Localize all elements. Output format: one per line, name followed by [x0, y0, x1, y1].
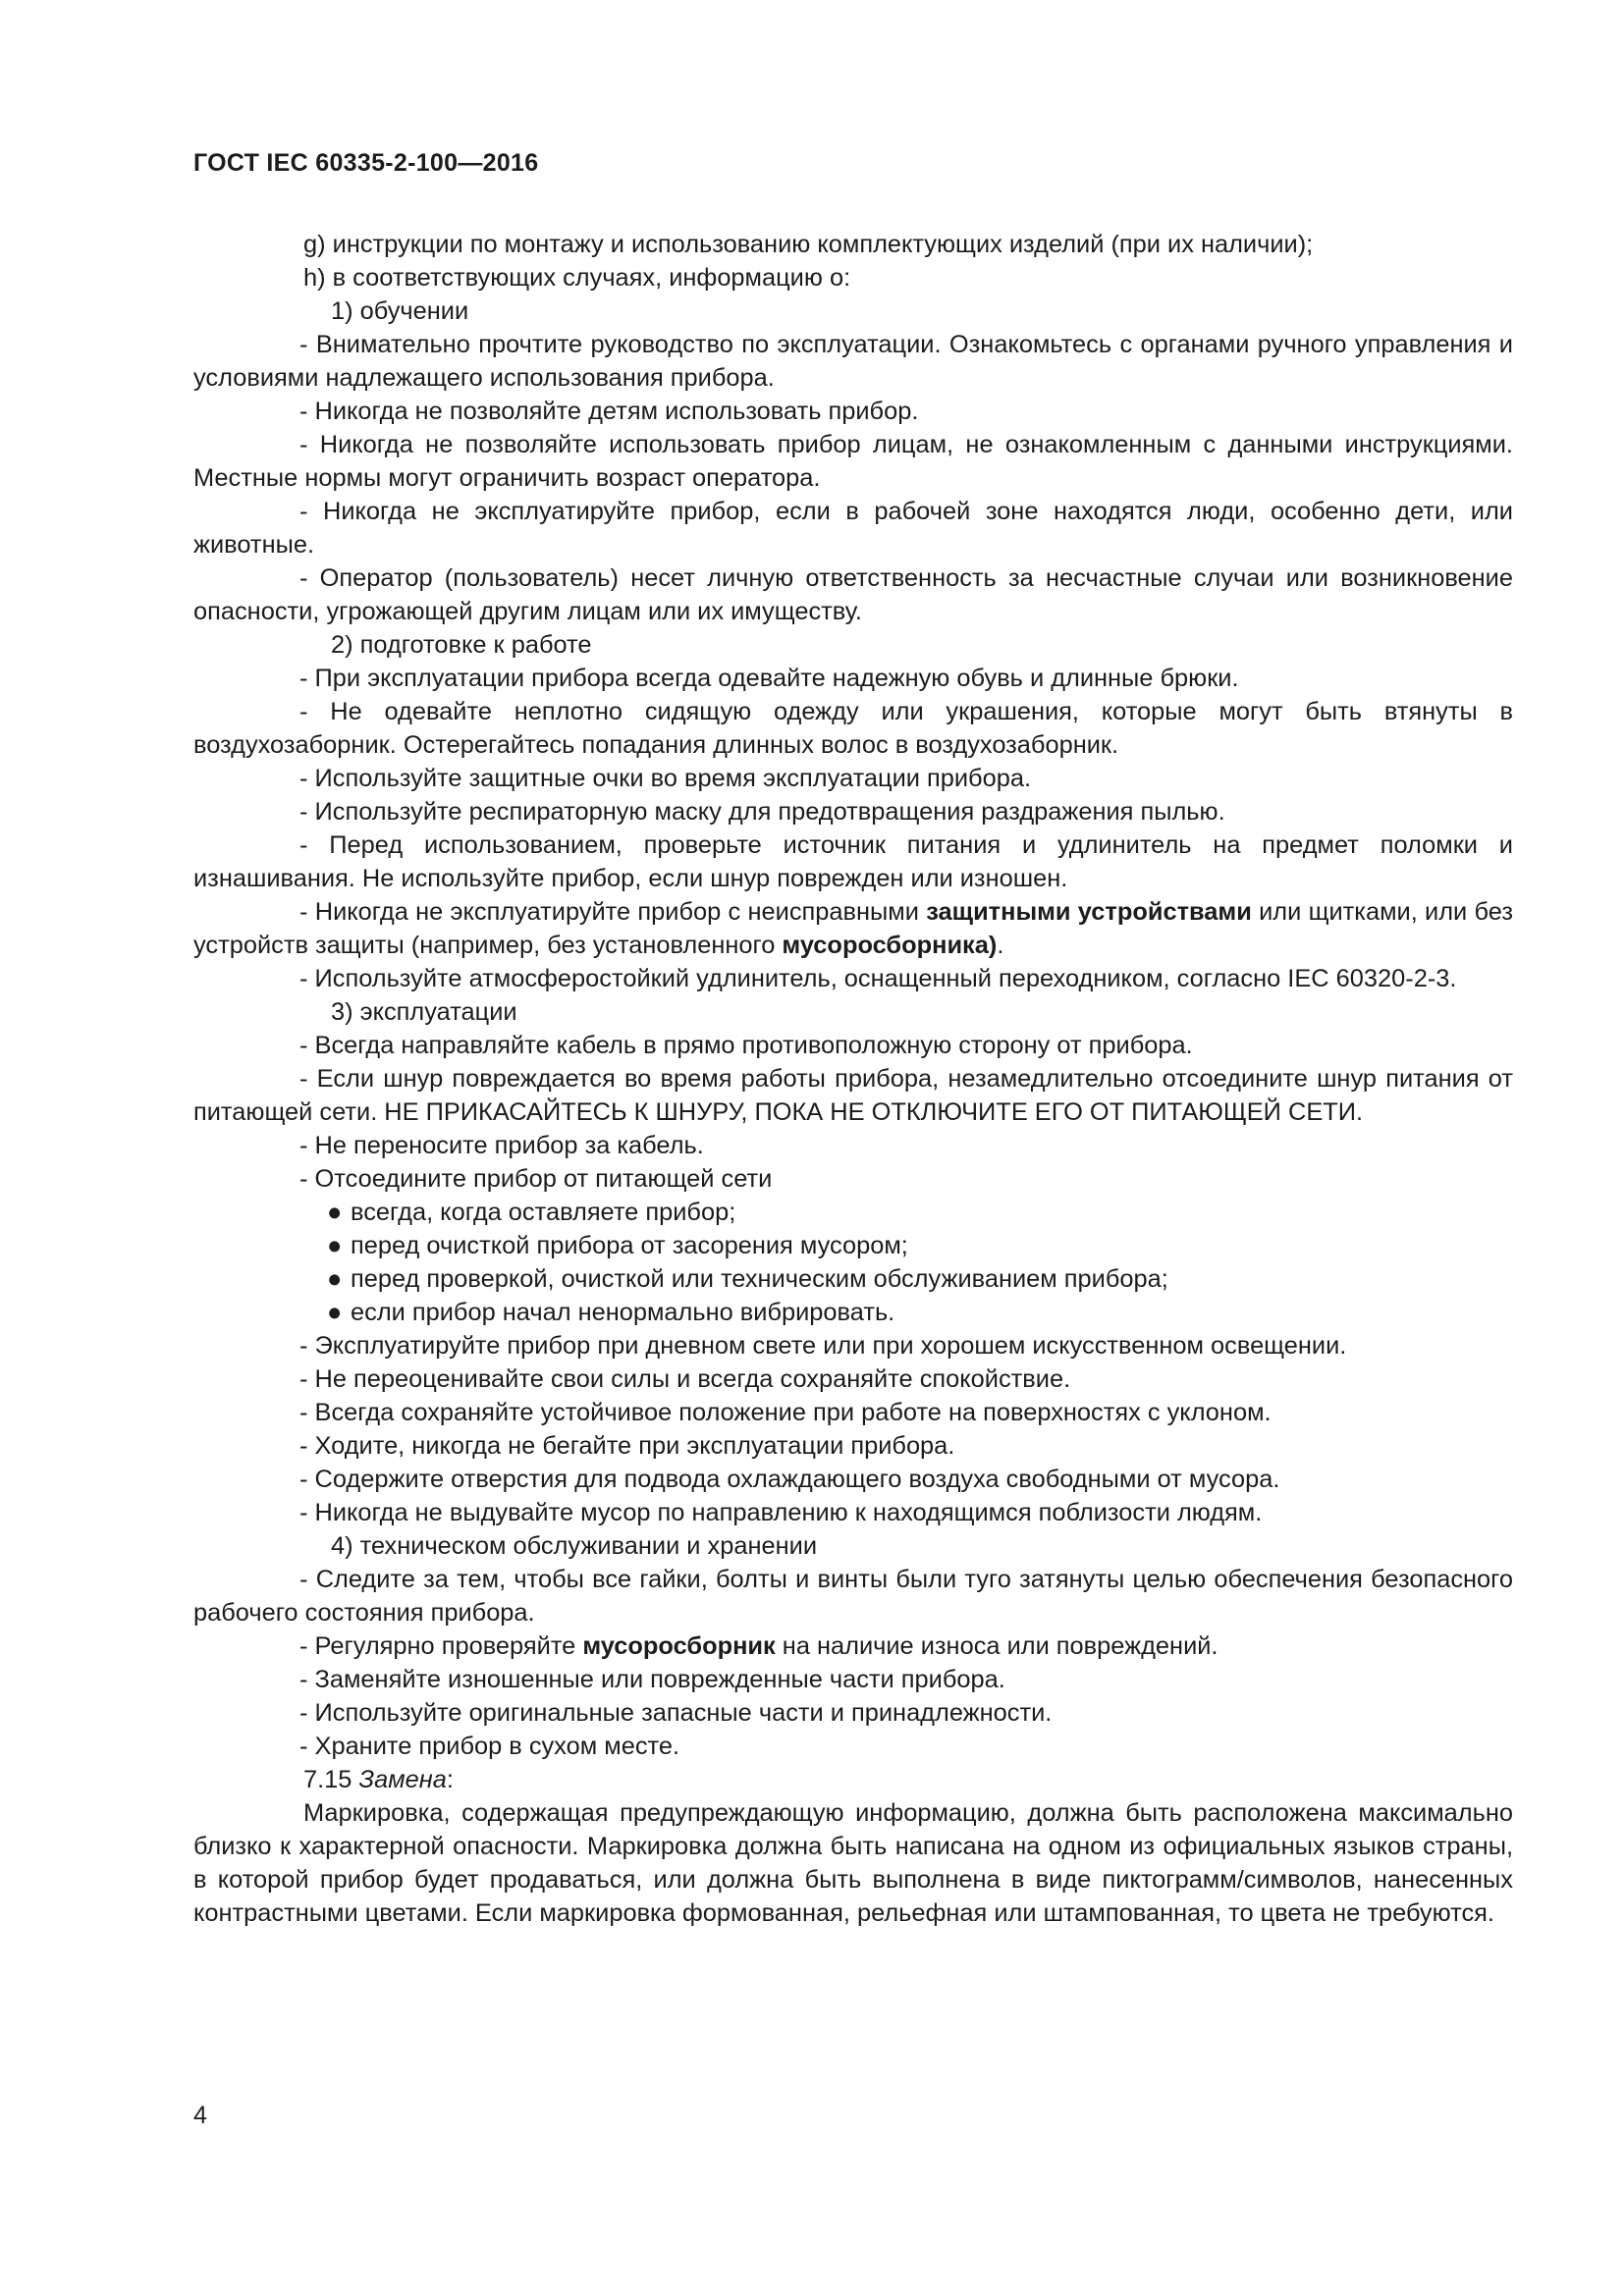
document-body [193, 228, 1513, 1930]
section-2-item-2: - Не одевайте неплотно сидящую одежду или украшения, которые могут быть втянуты в воздухозаборник. Остерегайтесь попадания длинных волос в воздухозаборник. [193, 698, 1513, 759]
bullet-icon: ● [327, 1199, 343, 1226]
item-g: g) инструкции по монтажу и использованию комплектующих изделий (при их наличии); [303, 231, 1314, 258]
section-3-item-3: - Не переносите прибор за кабель. [299, 1132, 704, 1159]
bullet-item [193, 1229, 1513, 1262]
section-2-item-6 [193, 895, 1513, 962]
bullet-item [193, 1262, 1513, 1296]
bullet-text: перед очисткой прибора от засорения мусором; [351, 1232, 908, 1259]
bullet-text: всегда, когда оставляете прибор; [351, 1199, 736, 1226]
section-2-item-5: - Перед использованием, проверьте источник питания и удлинитель на предмет поломки и изнашивания. Не используйте прибор, если шнур поврежден или изношен. [193, 831, 1513, 892]
section-3-item-5: - Эксплуатируйте прибор при дневном свете или при хорошем искусственном освещении. [299, 1332, 1347, 1360]
section-2-item-4: - Используйте респираторную маску для предотвращения раздражения пылью. [299, 798, 1225, 826]
section-3-item-4: - Отсоедините прибор от питающей сети [299, 1165, 773, 1193]
section-4-item-1: - Следите за тем, чтобы все гайки, болты и винты были туго затянуты целью обеспечения безопасного рабочего состояния прибора. [193, 1566, 1513, 1627]
section-3-item-1: - Всегда направляйте кабель в прямо противоположную сторону от прибора. [299, 1032, 1193, 1059]
clause-7-15-text: Маркировка, содержащая предупреждающую информацию, должна быть расположена максимально близко к характерной опасности. Маркировка должна быть написана на одном из официальных языков страны, в которой прибор будет продаваться, или должна быть выполнена в виде пиктограмм/символов, нанесенных контрастными цветами. Если маркировка формованная, рельефная или штампованная, то цвета не требуются. [193, 1799, 1513, 1927]
text-run: на наличие износа или повреждений. [775, 1632, 1218, 1660]
section-4-item-3: - Заменяйте изношенные или поврежденные части прибора. [299, 1666, 1005, 1693]
section-1-item-5: - Оператор (пользователь) несет личную ответственность за несчастные случаи или возникновение опасности, угрожающей другим лицам или их имуществу. [193, 564, 1513, 625]
clause-number: 7.15 [303, 1766, 359, 1793]
section-3-item-10: - Никогда не выдувайте мусор по направлению к находящимся поблизости людям. [299, 1499, 1263, 1526]
section-3-heading: 3) эксплуатации [331, 998, 517, 1026]
section-2-item-3: - Используйте защитные очки во время эксплуатации прибора. [299, 765, 1032, 792]
section-3-item-7: - Всегда сохраняйте устойчивое положение при работе на поверхностях с уклоном. [299, 1399, 1272, 1426]
section-1-heading: 1) обучении [331, 297, 469, 325]
section-1-item-2: - Никогда не позволяйте детям использовать прибор. [299, 398, 919, 425]
bullet-icon: ● [327, 1299, 343, 1326]
section-4-heading: 4) техническом обслуживании и хранении [331, 1532, 818, 1560]
text-run: - Регулярно проверяйте [299, 1632, 583, 1660]
section-1-item-4: - Никогда не эксплуатируйте прибор, если в рабочей зоне находятся люди, особенно дети, или животные. [193, 498, 1513, 559]
section-1-item-1: - Внимательно прочтите руководство по эксплуатации. Ознакомьтесь с органами ручного управления и условиями надлежащего использования прибора. [193, 331, 1513, 392]
document-header: ГОСТ IEC 60335-2-100—2016 [193, 149, 539, 177]
section-3-item-8: - Ходите, никогда не бегайте при эксплуатации прибора. [299, 1432, 955, 1460]
section-3-item-6: - Не переоценивайте свои силы и всегда сохраняйте спокойствие. [299, 1365, 1071, 1393]
text-run: : [446, 1766, 454, 1793]
section-4-item-2 [193, 1629, 1513, 1663]
section-2-heading: 2) подготовке к работе [331, 631, 592, 659]
text-run: - Никогда не эксплуатируйте прибор с неисправными [299, 898, 927, 926]
section-3-item-9: - Содержите отверстия для подвода охлаждающего воздуха свободными от мусора. [299, 1466, 1280, 1493]
clause-7-15-heading [193, 1763, 1513, 1796]
section-2-item-1: - При эксплуатации прибора всегда одевайте надежную обувь и длинные брюки. [299, 665, 1239, 692]
bullet-text: если прибор начал ненормально вибрировать. [351, 1299, 895, 1326]
page-number: 4 [193, 2102, 207, 2129]
section-3-item-2: - Если шнур повреждается во время работы прибора, незамедлительно отсоедините шнур питания от питающей сети. НЕ ПРИКАСАЙТЕСЬ К ШНУРУ, ПОКА НЕ ОТКЛЮЧИТЕ ЕГО ОТ ПИТАЮЩЕЙ СЕТИ. [193, 1065, 1513, 1126]
emphasis-debris-collector: мусоросборник [582, 1632, 776, 1660]
clause-title: Замена [358, 1766, 447, 1793]
section-4-item-5: - Храните прибор в сухом месте. [299, 1733, 680, 1760]
bullet-item [193, 1296, 1513, 1329]
bullet-text: перед проверкой, очисткой или техническим обслуживанием прибора; [351, 1265, 1168, 1293]
section-4-item-4: - Используйте оригинальные запасные части и принадлежности. [299, 1699, 1053, 1727]
emphasis-protective-devices: защитными устройствами [926, 898, 1252, 926]
item-h: h) в соответствующих случаях, информацию о: [303, 264, 851, 292]
bullet-item [193, 1196, 1513, 1229]
text-run: или щитками, или без устройств защиты (например, без установленного [193, 898, 1513, 959]
section-1-item-3: - Никогда не позволяйте использовать прибор лицам, не ознакомленным с данными инструкциями. Местные нормы могут ограничить возраст оператора. [193, 431, 1513, 492]
bullet-icon: ● [327, 1265, 343, 1293]
emphasis-debris-collector: мусоросборника) [782, 932, 998, 959]
text-run: . [997, 932, 1004, 959]
bullet-icon: ● [327, 1232, 343, 1259]
section-2-item-7: - Используйте атмосферостойкий удлинитель, оснащенный переходником, согласно IEC 60320-2-3. [299, 965, 1457, 992]
